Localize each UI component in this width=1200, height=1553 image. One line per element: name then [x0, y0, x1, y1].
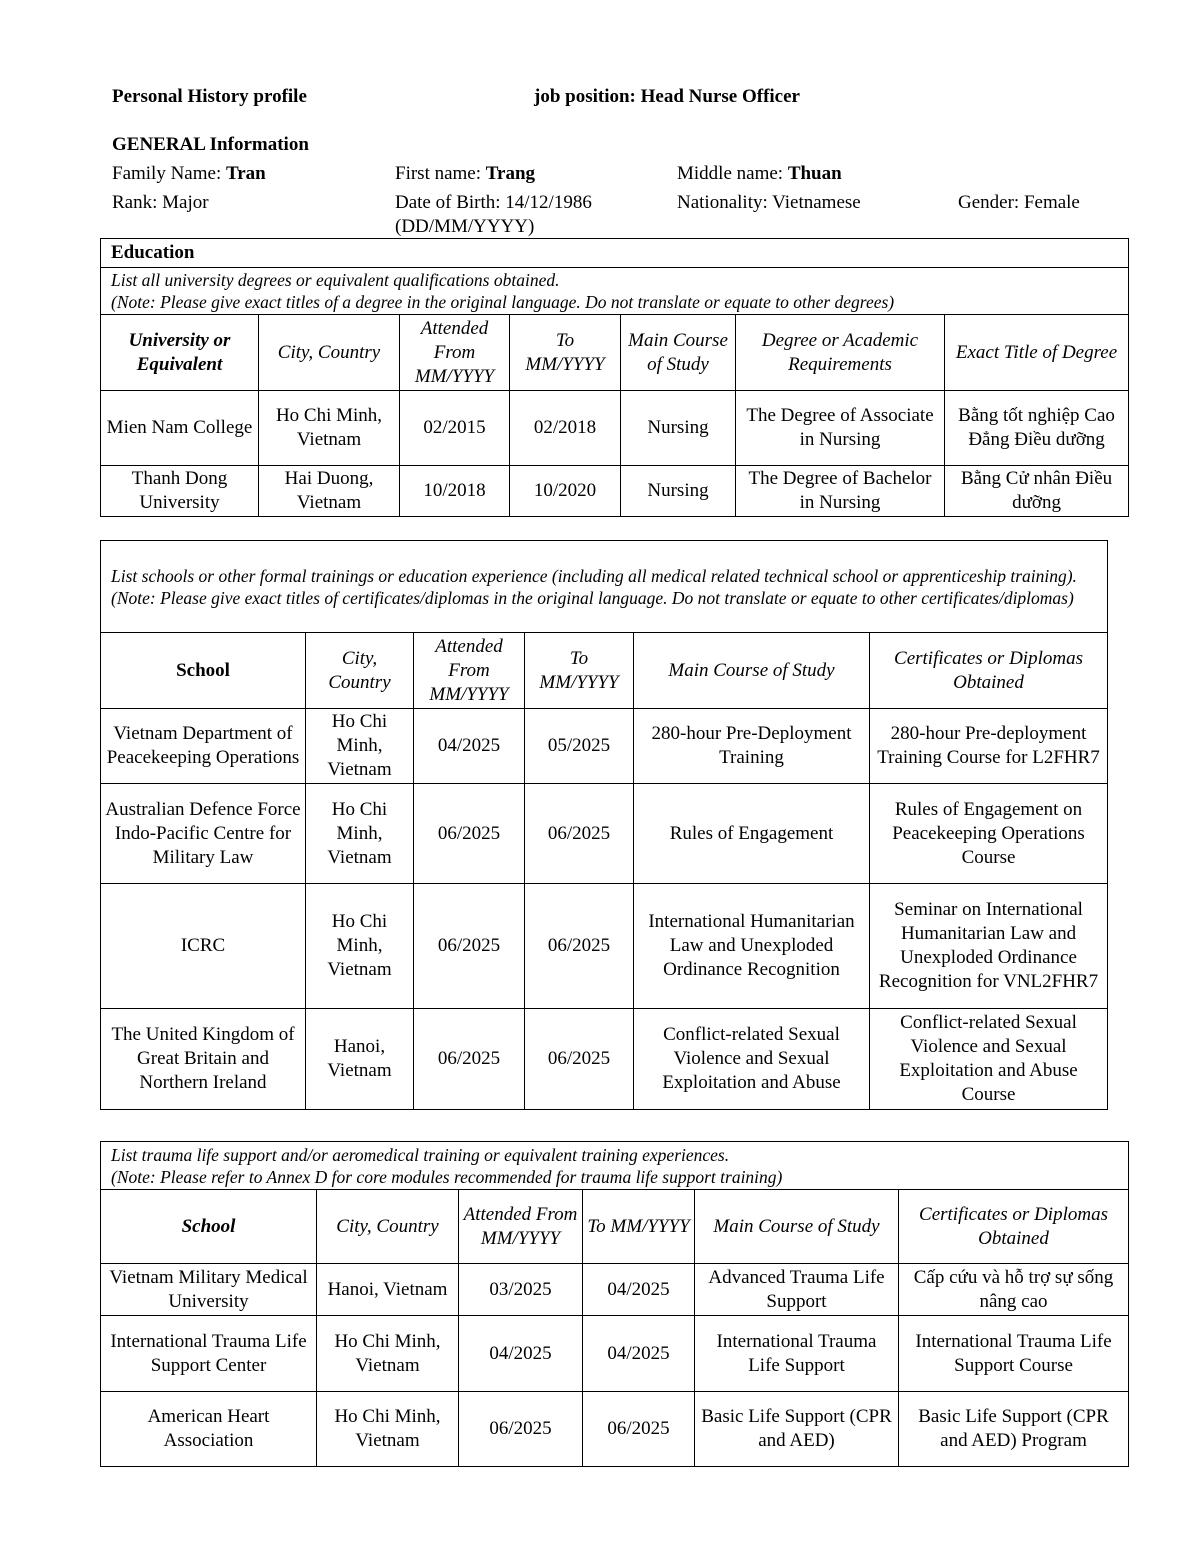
family-name — [112, 163, 266, 185]
middle-name — [677, 163, 842, 185]
table-cell: 10/2020 — [510, 466, 621, 517]
education-note — [101, 268, 1129, 315]
table-cell: Thanh Dong University — [101, 466, 259, 517]
table-cell: Bằng Cử nhân Điều dưỡng — [945, 466, 1129, 517]
education-title: Education — [101, 239, 1129, 268]
col-header: To MM/YYYY — [510, 315, 621, 391]
table-cell: Ho Chi Minh, Vietnam — [317, 1392, 459, 1467]
table-cell: 06/2025 — [583, 1392, 695, 1467]
general-title: GENERAL Information — [112, 134, 309, 155]
table-cell: 10/2018 — [400, 466, 510, 517]
col-header: Attended From MM/YYYY — [400, 315, 510, 391]
schools-note — [101, 541, 1108, 633]
table-cell: American Heart Association — [101, 1392, 317, 1467]
date-of-birth: Date of Birth: 14/12/1986 — [395, 192, 592, 213]
table-cell: 03/2025 — [459, 1264, 583, 1316]
schools-header-row — [101, 633, 1108, 709]
table-row — [101, 391, 1129, 466]
table-row — [101, 1264, 1129, 1316]
col-header: City, Country — [259, 315, 400, 391]
table-row — [101, 709, 1108, 784]
table-cell: Hai Duong, Vietnam — [259, 466, 400, 517]
table-cell: Ho Chi Minh, Vietnam — [306, 784, 414, 884]
col-header: School — [101, 1190, 317, 1264]
table-cell: Hanoi, Vietnam — [306, 1009, 414, 1110]
trauma-header-row — [101, 1190, 1129, 1264]
table-row — [101, 1392, 1129, 1467]
col-header: Certificates or Diplomas Obtained — [870, 633, 1108, 709]
table-cell: 02/2015 — [400, 391, 510, 466]
table-cell: Basic Life Support (CPR and AED) — [695, 1392, 899, 1467]
table-cell: The Degree of Associate in Nursing — [736, 391, 945, 466]
table-cell: 280-hour Pre-deployment Training Course for L2FHR7 — [870, 709, 1108, 784]
education-note-line2: (Note: Please give exact titles of a degree in the original language. Do not translate or equate to other degrees) — [111, 292, 895, 312]
table-cell: Seminar on International Humanitarian Law and Unexploded Ordinance Recognition for VNL2FHR7 — [870, 884, 1108, 1009]
table-cell: Mien Nam College — [101, 391, 259, 466]
col-header: Main Course of Study — [634, 633, 870, 709]
col-header: Main Course of Study — [695, 1190, 899, 1264]
col-header: City, Country — [306, 633, 414, 709]
table-cell: Vietnam Military Medical University — [101, 1264, 317, 1316]
table-cell: Rules of Engagement on Peacekeeping Operations Course — [870, 784, 1108, 884]
middle-name-label: Middle name: — [677, 163, 784, 184]
table-cell: Ho Chi Minh, Vietnam — [317, 1316, 459, 1392]
rank: Rank: Major — [112, 192, 209, 213]
table-cell: Conflict-related Sexual Violence and Sexual Exploitation and Abuse — [634, 1009, 870, 1110]
education-note-line1: List all university degrees or equivalent qualifications obtained. — [111, 270, 560, 290]
table-row — [101, 1316, 1129, 1392]
table-cell: Hanoi, Vietnam — [317, 1264, 459, 1316]
education-header-row — [101, 315, 1129, 391]
table-cell: ICRC — [101, 884, 306, 1009]
table-cell: 06/2025 — [525, 884, 634, 1009]
trauma-note — [101, 1142, 1129, 1190]
table-cell: 06/2025 — [414, 1009, 525, 1110]
table-cell: The United Kingdom of Great Britain and Northern Ireland — [101, 1009, 306, 1110]
col-header: Attended From MM/YYYY — [414, 633, 525, 709]
table-cell: Bằng tốt nghiệp Cao Đẳng Điều dưỡng — [945, 391, 1129, 466]
table-cell: Nursing — [621, 466, 736, 517]
col-header: Certificates or Diplomas Obtained — [899, 1190, 1129, 1264]
table-cell: 06/2025 — [525, 1009, 634, 1110]
family-name-value: Tran — [225, 163, 266, 184]
table-row — [101, 1009, 1108, 1110]
family-name-label: Family Name: — [112, 163, 222, 184]
nationality: Nationality: Vietnamese — [677, 192, 861, 213]
table-cell: 04/2025 — [459, 1316, 583, 1392]
trauma-table — [100, 1141, 1129, 1467]
profile-title: Personal History profile — [112, 86, 307, 107]
col-header: University or Equivalent — [101, 315, 259, 391]
table-cell: Vietnam Department of Peacekeeping Operations — [101, 709, 306, 784]
schools-note-line2: (Note: Please give exact titles of certificates/diplomas in the original language. Do not translate or equate to other certificates/diplomas) — [111, 587, 1074, 608]
col-header: Attended From MM/YYYY — [459, 1190, 583, 1264]
col-header: Exact Title of Degree — [945, 315, 1129, 391]
table-cell: 06/2025 — [459, 1392, 583, 1467]
table-row — [101, 784, 1108, 884]
table-cell: 04/2025 — [583, 1316, 695, 1392]
col-header: To MM/YYYY — [583, 1190, 695, 1264]
table-cell: Ho Chi Minh, Vietnam — [306, 709, 414, 784]
first-name — [395, 163, 535, 185]
col-header: City, Country — [317, 1190, 459, 1264]
table-cell: Basic Life Support (CPR and AED) Program — [899, 1392, 1129, 1467]
table-cell: Ho Chi Minh, Vietnam — [259, 391, 400, 466]
trauma-note-line2: (Note: Please refer to Annex D for core modules recommended for trauma life support training) — [111, 1166, 783, 1187]
table-cell: 04/2025 — [583, 1264, 695, 1316]
schools-table — [100, 540, 1108, 1110]
trauma-note-line1: List trauma life support and/or aeromedical training or equivalent training experiences. — [111, 1144, 730, 1165]
table-cell: International Trauma Life Support Course — [899, 1316, 1129, 1392]
table-cell: 06/2025 — [414, 784, 525, 884]
table-cell: Cấp cứu và hỗ trợ sự sống nâng cao — [899, 1264, 1129, 1316]
table-cell: 06/2025 — [525, 784, 634, 884]
table-cell: The Degree of Bachelor in Nursing — [736, 466, 945, 517]
education-table — [100, 238, 1129, 517]
col-header: School — [101, 633, 306, 709]
schools-note-line1: List schools or other formal trainings or education experience (including all medical related technical school or apprenticeship training). — [111, 565, 1077, 586]
table-cell: Rules of Engagement — [634, 784, 870, 884]
table-cell: International Humanitarian Law and Unexploded Ordinance Recognition — [634, 884, 870, 1009]
first-name-label: First name: — [395, 163, 482, 184]
table-row — [101, 466, 1129, 517]
table-cell: Conflict-related Sexual Violence and Sexual Exploitation and Abuse Course — [870, 1009, 1108, 1110]
table-cell: 280-hour Pre-Deployment Training — [634, 709, 870, 784]
table-cell: 06/2025 — [414, 884, 525, 1009]
table-cell: International Trauma Life Support — [695, 1316, 899, 1392]
date-format: (DD/MM/YYYY) — [395, 216, 535, 237]
middle-name-value: Thuan — [787, 163, 842, 184]
table-row — [101, 884, 1108, 1009]
table-cell: Nursing — [621, 391, 736, 466]
table-cell: International Trauma Life Support Center — [101, 1316, 317, 1392]
table-cell: Ho Chi Minh, Vietnam — [306, 884, 414, 1009]
gender: Gender: Female — [958, 192, 1080, 213]
table-cell: Australian Defence Force Indo-Pacific Centre for Military Law — [101, 784, 306, 884]
table-cell: 02/2018 — [510, 391, 621, 466]
table-cell: 04/2025 — [414, 709, 525, 784]
table-cell: Advanced Trauma Life Support — [695, 1264, 899, 1316]
col-header: Degree or Academic Requirements — [736, 315, 945, 391]
table-cell: 05/2025 — [525, 709, 634, 784]
first-name-value: Trang — [485, 163, 536, 184]
col-header: Main Course of Study — [621, 315, 736, 391]
job-position: job position: Head Nurse Officer — [534, 86, 800, 107]
col-header: To MM/YYYY — [525, 633, 634, 709]
